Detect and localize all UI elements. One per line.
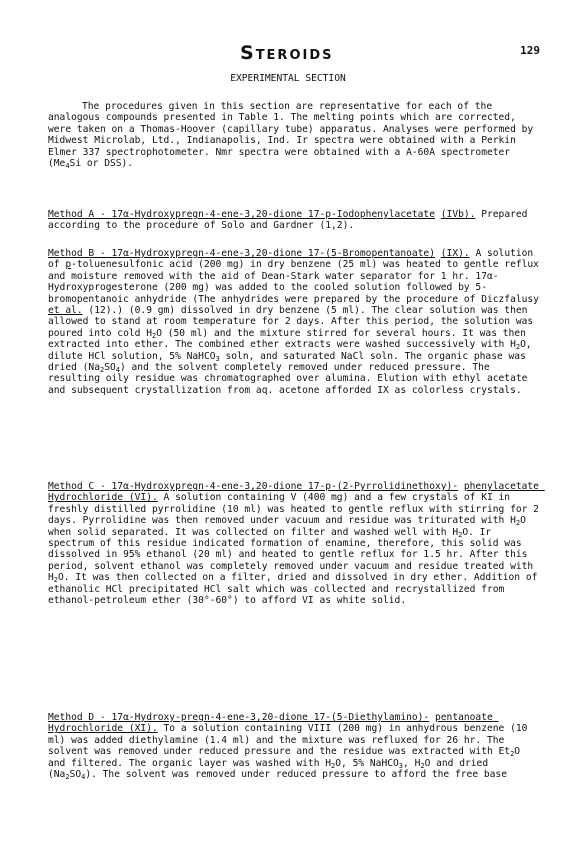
method-d: [48, 712, 540, 780]
method-c-heading: Method C - 17α-Hydroxypregn-4-ene-3,20-dione 17-p-(2-Pyrrolidinethoxy)-: [48, 481, 459, 492]
method-a-text: Prepared according to the procedure of Solo and Gardner (1,2).: [48, 209, 534, 232]
method-c-text: A solution containing V (400 mg) and a few crystals of KI in freshly distilled pyrrolidine (10 ml) was heated to gentle reflux with stirring for 2 days. Pyrrolidine was then removed under vacuum and residue was triturated with $H_2O$ when solid separated. It was collected on filter and washed well with $H_2O$. Ir spectrum of this residue indicated formation of enamine, therefore, this solid was dissolved in 95% ethanol (20 ml) and heated to gentle reflux for 1.5 hr. After this period, solvent ethanol was completely removed under vacuum and residue treated with $H_2O$. It was then collected on a filter, dried and dissolved in dry ether. Addition of ethanolic HCl precipitated HCl salt which was collected and recrystallized from ethanol-petroleum ether (30°-60°) to afford VI as white solid.: [48, 492, 545, 607]
running-header: [240, 42, 540, 64]
method-d-text: To a solution containing VIII (200 mg) in anhydrous benzene (10 ml) was added diethylamine (1.4 ml) and the mixture was refluxed for 26 hr. The solvent was removed under reduced pressure and the residue was extracted with $Et_2O$ and filtered. The organic layer was washed with $H_2O$, 5% NaHCO$_3$, $H_2O$ and dried $(Na_2SO_4)$. The solvent was removed under reduced pressure to afford the free base: [48, 723, 534, 782]
method-b-compound: (IX).: [440, 248, 470, 259]
method-d-heading-cont: pentanoate Hydrochloride (XI).: [48, 712, 499, 735]
method-b-text2: -toluenesulfonic acid (200 mg) in dry benzene (25 ml) was heated to gentle reflux and moisture removed with the aid of Dean-Stark water separator for 1 hr. 17α-Hydroxyprogesterone (200 mg) was added to the cooled solution followed by 5-bromopentanoic anhydride (The anhydrides were prepared by the procedure of Diczfalusy: [48, 259, 545, 305]
journal-title: STEROIDS: [240, 42, 334, 64]
method-b-heading: Method B - 17α-Hydroxypregn-4-ene-3,20-dione 17-(5-Bromopentanoate): [48, 248, 435, 259]
method-b-etal: et al.: [48, 305, 83, 317]
method-c: [48, 481, 545, 607]
method-b-text3: (12).) (0.9 gm) dissolved in dry benzene (5 ml). The clear solution was then allowed to stand at room temperature for 2 days. After this period, the solution was poured into cold $H_2O$ (50 ml) and the mixture stirred for several hours. It was then extracted into ether. The combined ether extracts were washed successively with $H_2O$, dilute HCl solution, 5% NaHCO$_3$ soln, and saturated NaCl soln. The organic phase was dried $(Na_2SO_4)$ and the solvent completely removed under reduced pressure. The resulting oily residue was chromatographed over alumina. Elution with ethyl acetate and subsequent crystallization from aq. acetone afforded IX as colorless crystals.: [48, 305, 539, 396]
method-a: [48, 209, 540, 232]
method-b-text1: A solution of: [48, 248, 539, 271]
method-b: [48, 248, 545, 396]
method-d-heading: Method D - 17α-Hydroxy-pregn-4-ene-3,20-dione 17-(5-Diethylamino)-: [48, 712, 430, 723]
method-c-heading-cont: phenylacetate Hydrochloride (VI).: [48, 481, 545, 504]
method-b-reagent: p: [65, 259, 72, 271]
page-number: 129: [520, 44, 540, 57]
intro-paragraph: [48, 101, 540, 169]
intro-text: The procedures given in this section are representative for each of the analogous compounds presented in Table 1. The melting points which are corrected, were taken on a Thomas-Hoover (capillary tube) apparatus. Analyses were performed by Midwest Microlab, Ltd., Indianapolis, Ind. Ir spectra were obtained with a Perkin Elmer 337 spectrophotometer. Nmr spectra were obtained with a A-60A spectrometer ($Me_4Si$ or DSS).: [48, 101, 539, 171]
method-a-compound: (IVb).: [440, 209, 476, 220]
section-title: EXPERIMENTAL SECTION: [230, 73, 346, 84]
method-a-heading: Method A - 17α-Hydroxypregn-4-ene-3,20-dione 17-p-Iodophenylacetate: [48, 209, 435, 220]
